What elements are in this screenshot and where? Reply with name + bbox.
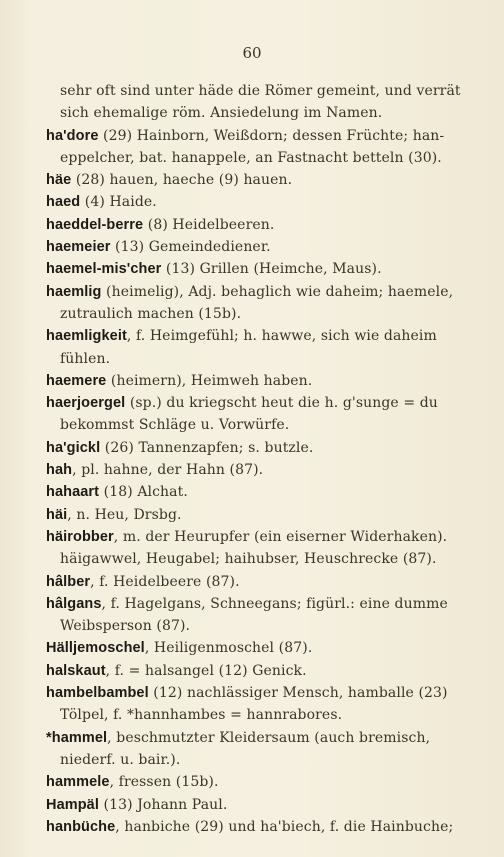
- entry-headword: hah: [46, 462, 73, 479]
- entry-headword: häe: [46, 172, 72, 189]
- entry-definition: , pl. hahne, der Hahn (87).: [72, 462, 264, 479]
- entry-headword: haemeier: [46, 239, 111, 256]
- entry-definition: (28) hauen, haeche (9) hauen.: [71, 172, 293, 189]
- entry-definition: , m. der Heurupfer (ein eiserner Widerhaken). häigawwel, Heugabel; haihubser, Heuschrecke (87).: [60, 528, 448, 568]
- entry-definition: (13) Gemeindediener.: [110, 239, 271, 256]
- dictionary-entries: [46, 80, 478, 838]
- dictionary-entry: [46, 459, 478, 481]
- entry-headword: Hälljemoschel: [46, 640, 145, 657]
- entry-definition: (heimelig), Adj. behaglich wie daheim; haemele, zutraulich machen (15b).: [60, 283, 454, 322]
- dictionary-entry: [46, 571, 478, 593]
- entry-headword: hambelbambel: [46, 685, 149, 702]
- entry-definition: (8) Heidelbeeren.: [143, 216, 275, 233]
- dictionary-entry: [46, 637, 478, 659]
- entry-definition: , beschmutzter Kleidersaum (auch bremisch, niederf. u. bair.).: [60, 729, 431, 768]
- dictionary-entry: [46, 682, 478, 727]
- entry-headword: haemligkeit: [46, 328, 127, 345]
- entry-headword: haerjoergel: [46, 395, 126, 412]
- entry-headword: *hammel: [46, 729, 108, 746]
- dictionary-entry: [46, 169, 478, 191]
- dictionary-entry: [46, 325, 478, 370]
- entry-headword: häi: [46, 506, 68, 523]
- entry-definition: (13) Grillen (Heimche, Maus).: [161, 261, 382, 278]
- dictionary-entry: [46, 526, 478, 571]
- dictionary-entry: [46, 214, 478, 236]
- entry-definition: (heimern), Heimweh haben.: [106, 372, 313, 389]
- entry-headword: hâlber: [46, 573, 91, 590]
- entry-headword: häirobber: [46, 528, 114, 545]
- entry-definition: (26) Tannenzapfen; s. butzle.: [100, 439, 314, 456]
- entry-headword: hahaart: [46, 484, 100, 501]
- page-number: 60: [242, 44, 262, 62]
- entry-headword: haemlig: [46, 283, 102, 300]
- entry-definition: (sp.) du kriegscht heut die h. g'sunge = du bekommst Schläge u. Vorwürfe.: [60, 395, 438, 434]
- entry-headword: haemere: [46, 372, 107, 389]
- entry-headword: hanbüche: [46, 818, 116, 835]
- dictionary-entry: [46, 125, 478, 170]
- dictionary-entry: [46, 191, 478, 213]
- entry-headword: hammele: [46, 774, 110, 791]
- entry-definition: , n. Heu, Drsbg.: [67, 506, 182, 523]
- entry-definition: , f. Heidelbeere (87).: [90, 573, 240, 590]
- entry-definition: , Heiligenmoschel (87).: [144, 640, 313, 657]
- entry-definition: , f. = halsangel (12) Genick.: [105, 662, 307, 679]
- dictionary-entry: [46, 727, 478, 772]
- dictionary-entry: [46, 794, 478, 816]
- entry-headword: ha'gickl: [46, 439, 101, 456]
- entry-definition: , f. Heimgefühl; h. hawwe, sich wie daheim fühlen.: [60, 328, 437, 367]
- dictionary-entry: [46, 370, 478, 392]
- entry-headword: ha'dore: [46, 127, 99, 144]
- dictionary-entry: [46, 80, 478, 125]
- entry-headword: haeddel-berre: [46, 216, 144, 233]
- dictionary-entry: [46, 281, 478, 326]
- entry-headword: haemel-mis'cher: [46, 261, 162, 278]
- entry-definition: (13) Johann Paul.: [98, 796, 228, 813]
- dictionary-entry: [46, 236, 478, 258]
- dictionary-entry: [46, 816, 478, 838]
- entry-headword: Hampäl: [46, 796, 99, 813]
- dictionary-entry: [46, 660, 478, 682]
- entry-definition: , hanbiche (29) und ha'biech, f. die Hainbuche;: [115, 818, 454, 835]
- entry-definition: (12) nachlässiger Mensch, hamballe (23) Tölpel, f. *hannhambes = hannrabores.: [60, 685, 448, 724]
- entry-definition: (29) Hainborn, Weißdorn; dessen Früchte; han-eppelcher, bat. hanappele, an Fastnacht betteln (30).: [60, 127, 445, 166]
- entry-definition: , fressen (15b).: [109, 774, 219, 791]
- entry-headword: haed: [46, 194, 81, 211]
- dictionary-entry: [46, 504, 478, 526]
- entry-definition: (4) Haide.: [80, 194, 157, 211]
- entry-definition: , f. Hagelgans, Schneegans; figürl.: eine dumme Weibsperson (87).: [60, 595, 448, 635]
- entry-definition: (18) Alchat.: [99, 484, 188, 501]
- entry-headword: hâlgans: [46, 595, 102, 612]
- entry-headword: halskaut: [46, 662, 106, 679]
- dictionary-entry: [46, 258, 478, 280]
- dictionary-entry: [46, 481, 478, 503]
- dictionary-entry: [46, 593, 478, 638]
- dictionary-entry: [46, 392, 478, 437]
- dictionary-entry: [46, 771, 478, 793]
- entry-definition: sehr oft sind unter häde die Römer gemeint, und verrät sich ehemalige röm. Ansiedelung im Namen.: [60, 83, 461, 122]
- dictionary-entry: [46, 437, 478, 459]
